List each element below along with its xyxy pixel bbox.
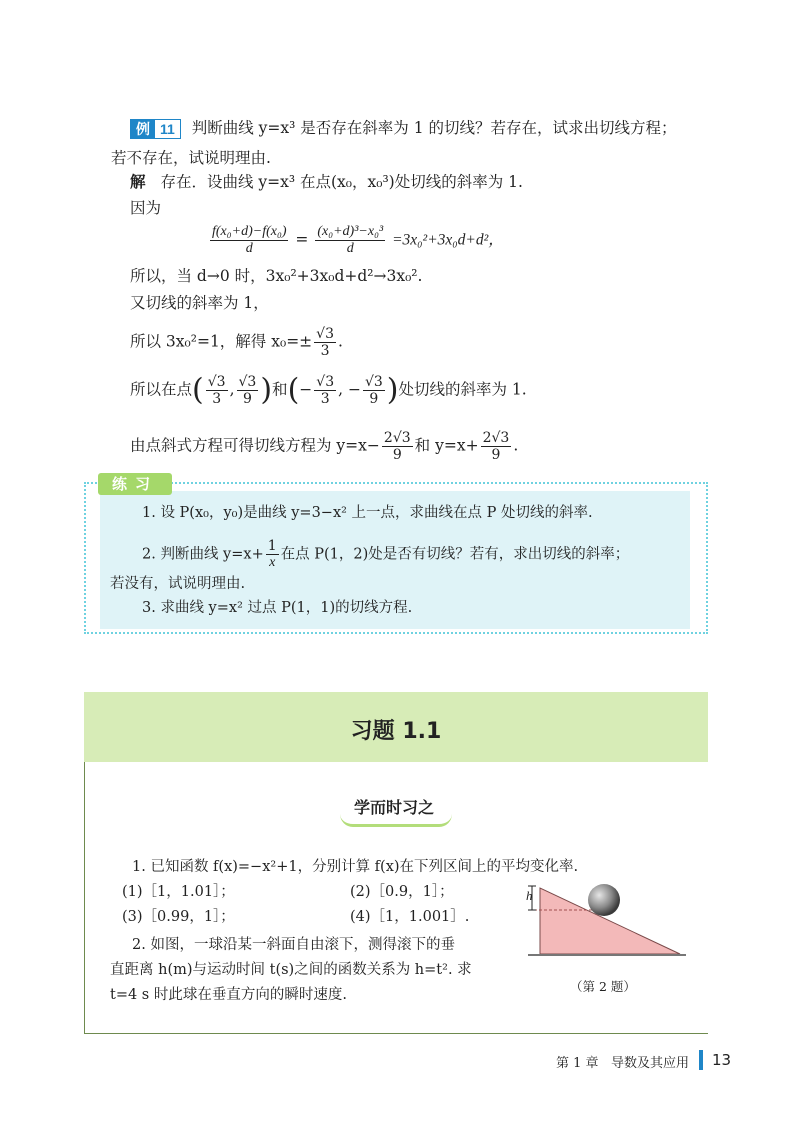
frac-p1-x: $\frac{√3}{3}$ bbox=[207, 374, 226, 407]
interval-1: (1)［1，1.01］； bbox=[122, 884, 235, 900]
example-badge-number: 11 bbox=[160, 121, 175, 137]
because-line bbox=[130, 198, 161, 218]
fraction-sqrt3-3: $\frac{√3}{3}$ bbox=[316, 326, 334, 359]
example-badge-label: 例 bbox=[131, 120, 155, 138]
footer-chapter: 第 1 章 导数及其应用 bbox=[556, 1056, 689, 1071]
exercise-q1: 1. 已知函数 f(x)=−x²+1，分别计算 f(x)在下列区间上的平均变化率. bbox=[132, 859, 579, 875]
points-and: 和 bbox=[272, 380, 288, 399]
subtitle-underline bbox=[340, 814, 452, 827]
fraction-1: $\frac{\text{f(x₀+d)−f(x₀)}}{d}$ bbox=[212, 224, 287, 256]
fraction-2: $\frac{\text{(x₀+d)³−x₀³}}{d}$ bbox=[317, 224, 384, 256]
practice-tab: 练习 bbox=[98, 473, 172, 495]
tangent-prefix: 由点斜式方程可得切线方程为 y=x− bbox=[130, 436, 380, 455]
derivation-equation: $\frac{\text{f(x₀+d)−f(x₀)}}{d}$ = $\frac{\text{(x₀+d)³−x₀³}}{d}$ =3x₀²+3x₀d+d²， bbox=[212, 224, 504, 256]
practice-item-1: 1. 设 P(x₀，y₀)是曲线 y=3−x² 上一点，求曲线在点 P 处切线的斜率. bbox=[142, 505, 593, 521]
interval-2: (2)［0.9，1］； bbox=[350, 884, 454, 900]
frac-p2-y: $\frac{√3}{9}$ bbox=[364, 374, 383, 407]
ball-icon bbox=[588, 884, 620, 916]
frac-p2-x: $\frac{√3}{3}$ bbox=[316, 374, 335, 407]
solve-text: 所以 3x₀²=1，解得 x₀=± bbox=[130, 332, 313, 351]
limit-line bbox=[130, 266, 422, 286]
exercise-subtitle: 学而时习之 bbox=[353, 798, 434, 817]
practice-item-2: 2. 判断曲线 y=x+ $\frac{1}{x}$ 在点 P(1，2)处是否有切线？若有，求出切线的斜率； bbox=[142, 538, 630, 570]
frac-tangent-1: $\frac{2√3}{9}$ bbox=[383, 430, 411, 463]
practice-item-3: 3. 求曲线 y=x² 过点 P(1，1)的切线方程. bbox=[142, 600, 413, 616]
page-number: 13 bbox=[712, 1051, 732, 1069]
tangent-line: 由点斜式方程可得切线方程为 y=x− $\frac{2√3}{9}$ 和 y=x+ $\frac{2√3}{9}$ . bbox=[130, 430, 519, 463]
example-question bbox=[130, 118, 677, 139]
interval-4: (4)［1，1.001］. bbox=[350, 909, 470, 925]
example-question-line2 bbox=[111, 148, 271, 168]
practice-fraction: $\frac{1}{x}$ bbox=[267, 538, 277, 570]
because-text: 因为 bbox=[130, 199, 162, 217]
example-badge bbox=[130, 119, 181, 139]
tangent-and: 和 y=x+ bbox=[414, 436, 479, 455]
slope-text: 又切线的斜率为 1， bbox=[130, 294, 269, 312]
solution-text: 存在．设曲线 y=x³ 在点(x₀，x₀³)处切线的斜率为 1. bbox=[160, 173, 523, 191]
exercise-q2-line2: 直距离 h(m)与运动时间 t(s)之间的函数关系为 h=t². 求 bbox=[110, 962, 472, 978]
points-line: 所以在点( $\frac{√3}{3}$ , $\frac{√3}{9}$ )和(− $\frac{√3}{3}$ , − $\frac{√3}{9}$ )处切线的斜率为 1. bbox=[130, 372, 527, 408]
exercise-q2-line3: t=4 s 时此球在垂直方向的瞬时速度. bbox=[110, 987, 347, 1003]
figure-caption: （第 2 题） bbox=[570, 979, 636, 994]
exercise-header bbox=[84, 692, 708, 762]
incline-figure bbox=[522, 876, 692, 966]
limit-text: 所以，当 d→0 时，3x₀²+3x₀d+d²→3x₀². bbox=[130, 267, 423, 285]
interval-3: (3)［0.99，1］； bbox=[122, 909, 235, 925]
frac-p1-y: $\frac{√3}{9}$ bbox=[238, 374, 257, 407]
exercise-q2-line1: 2. 如图，一球沿某一斜面自由滚下，测得滚下的垂 bbox=[132, 937, 455, 953]
frac-tangent-2: $\frac{2√3}{9}$ bbox=[482, 430, 510, 463]
footer-divider bbox=[699, 1050, 703, 1070]
equation-rhs: =3x₀²+3x₀d+d²， bbox=[392, 231, 504, 249]
practice-item-2-cont: 若没有，试说明理由. bbox=[110, 576, 246, 592]
points-suffix: 处切线的斜率为 1. bbox=[398, 380, 527, 399]
exercise-title: 习题 1.1 bbox=[350, 719, 442, 744]
solution-label: 解 bbox=[130, 173, 146, 191]
figure-h-label: h bbox=[526, 888, 533, 903]
solve-line: 所以 3x₀²=1，解得 x₀=± $\frac{√3}{3}$ . bbox=[130, 326, 343, 359]
slope-line bbox=[130, 293, 269, 313]
example-question-line1: 判断曲线 y=x³ 是否存在斜率为 1 的切线？若存在，试求出切线方程； bbox=[191, 119, 677, 137]
example-question-text2: 若不存在，试说明理由. bbox=[111, 149, 271, 167]
points-prefix: 所以在点 bbox=[130, 380, 193, 399]
solution-line bbox=[130, 172, 523, 192]
